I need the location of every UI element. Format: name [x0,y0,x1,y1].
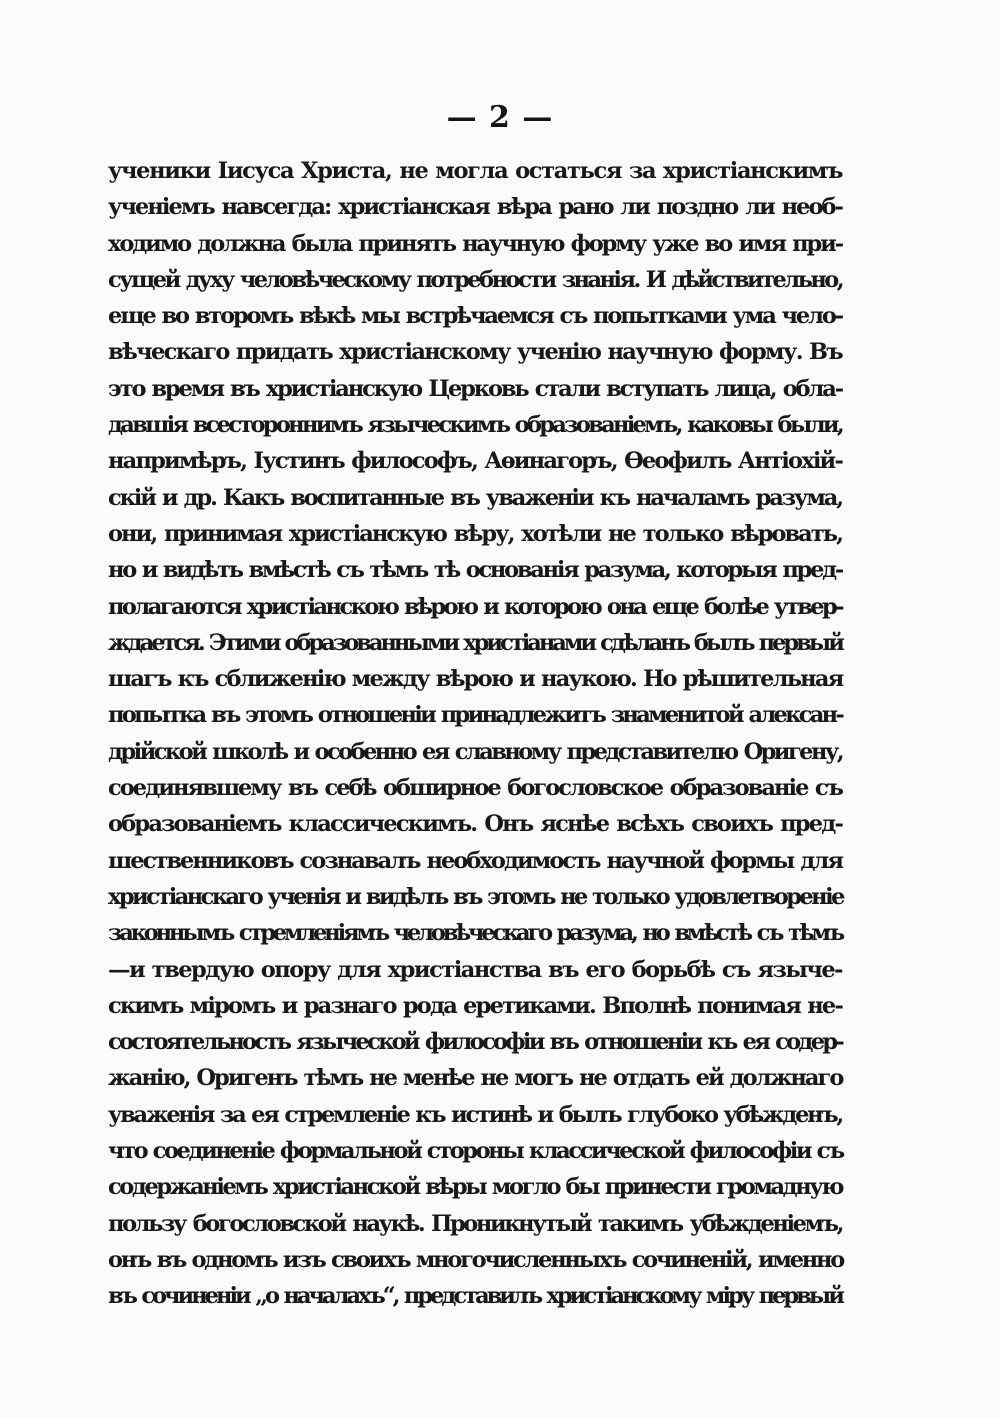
text-line: въ сочиненіи „о началахъ“, представилъ христіанскому міру первый [108,1283,842,1310]
text-line: это время въ христіанскую Церковь стали вступать лица, обла- [108,375,842,402]
text-line: скій и др. Какъ воспитанные въ уваженіи къ началамъ разума, [108,484,842,511]
text-line: содержаніемъ христіанской вѣры могло бы принести громадную [108,1174,842,1201]
text-line: полагаются христіанскою вѣрою и которою она еще болѣе утвер- [108,593,842,620]
text-line: еще во второмъ вѣкѣ мы встрѣчаемся съ попытками ума чело- [108,303,842,330]
text-line: жанію, Оригенъ тѣмъ не менѣе не могъ не отдать ей должнаго [108,1065,843,1092]
text-line: скимъ міромъ и разнаго рода еретиками. Вполнѣ понимая не- [108,992,842,1019]
text-line: давшія всестороннимъ языческимъ образованіемъ, каковы были, [108,412,842,439]
text-line: ходимо должна была принять научную форму уже во имя при- [108,230,842,257]
text-line: законнымъ стремленіямъ человѣческаго разума, но вмѣстѣ съ тѣмъ [108,920,842,947]
text-line: сущей духу человѣческому потребности знанія. И дѣйствительно, [108,266,842,293]
text-line: образованіемъ классическимъ. Онъ яснѣе всѣхъ своихъ пред- [108,811,842,838]
text-line: ученіемъ навсегда: христіанская вѣра рано ли поздно ли необ- [108,194,842,221]
text-line: напримѣръ, Іустинъ философъ, Аѳинагоръ, Ѳеофилъ Антіохій- [108,448,842,475]
text-line: что соединеніе формальной стороны классической философіи съ [108,1138,843,1165]
text-line: шественниковъ сознавалъ необходимость научной формы для [108,847,842,874]
text-line: дрійской школѣ и особенно ея славному представителю Оригену, [108,738,842,765]
text-line: онъ въ одномъ изъ своихъ многочисленныхъ сочиненій, именно [108,1246,843,1273]
text-line: шагъ къ сближенію между вѣрою и наукою. Но рѣшительная [108,666,843,693]
text-line: соединявшему въ себѣ обширное богословское образованіе съ [108,775,842,802]
text-line: вѣческаго придать христіанскому ученію научную форму. Въ [108,339,843,366]
text-line: попытка въ этомъ отношеніи принадлежитъ знаменитой алексан- [108,702,842,729]
text-line: —и твердую опору для христіанства въ его борьбѣ съ языче- [108,956,842,983]
text-line: они, принимая христіанскую вѣру, хотѣли не только вѣровать, [108,520,842,547]
body-text [108,153,842,1315]
text-line: уваженія за ея стремленіе къ истинѣ и былъ глубоко убѣжденъ, [108,1101,842,1128]
text-line: но и видѣть вмѣстѣ съ тѣмъ тѣ основанія разума, которыя пред- [108,557,842,584]
page-number: — 2 — [446,100,554,135]
text-line: пользу богословской наукѣ. Проникнутый такимъ убѣжденіемъ, [108,1210,842,1237]
text-line: состоятельность языческой философіи въ отношеніи къ ея содер- [108,1029,842,1056]
text-line: ждается. Этими образованными христіанами сдѣланъ былъ первый [108,629,842,656]
text-line: христіанскаго ученія и видѣлъ въ этомъ не только удовлетвореніе [108,883,843,910]
text-line: ученики Іисуса Христа, не могла остаться за христіанскимъ [108,158,842,184]
